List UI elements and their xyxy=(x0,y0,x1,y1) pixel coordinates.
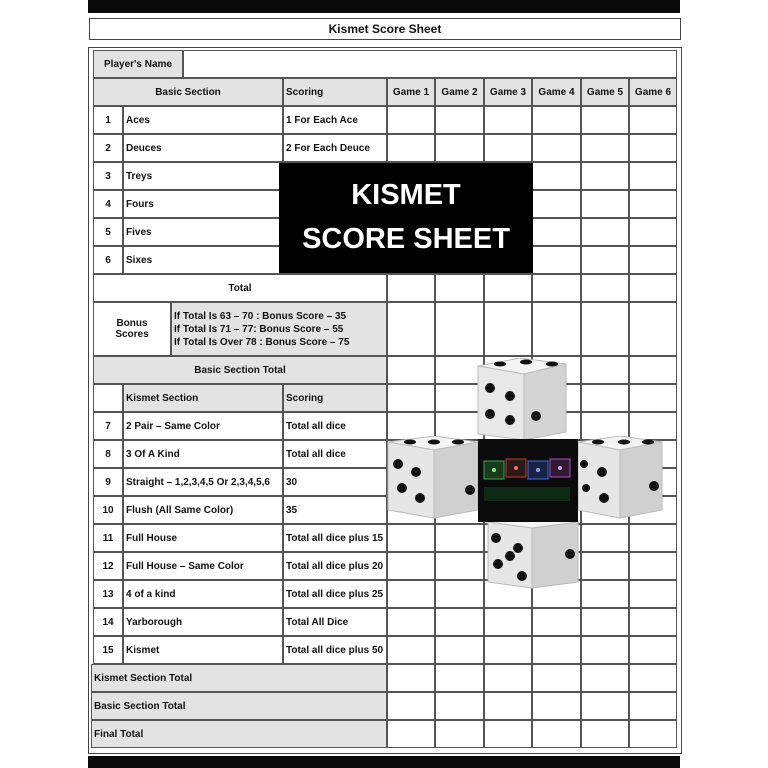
bonus-label-line: Scores xyxy=(115,329,149,340)
basic-section-total-row-game-6-cell[interactable] xyxy=(629,356,677,384)
kismet-row-12-game-5-cell[interactable] xyxy=(581,552,629,580)
basic-row-2-name: Deuces xyxy=(123,134,283,162)
basic-row-6-number: 6 xyxy=(93,246,123,274)
kismet-scoring-header: Scoring xyxy=(283,384,387,412)
footer-total-2-game-1-cell[interactable] xyxy=(387,692,435,720)
basic-row-6-game-5-cell[interactable] xyxy=(581,246,629,274)
basic-row-3-name: Treys xyxy=(123,162,283,190)
footer-total-2-game-5-cell[interactable] xyxy=(581,692,629,720)
bonus-label-line: Bonus xyxy=(116,318,148,329)
kismet-row-14-game-2-cell[interactable] xyxy=(435,608,484,636)
basic-row-2-game-1-cell[interactable] xyxy=(387,134,435,162)
kismet-row-11-number: 11 xyxy=(93,524,123,552)
kismet-row-14-game-5-cell[interactable] xyxy=(581,608,629,636)
basic-row-4-game-6-cell[interactable] xyxy=(629,190,677,218)
kismet-row-11-game-5-cell[interactable] xyxy=(581,524,629,552)
bonus-row-game-2-cell[interactable] xyxy=(435,302,484,356)
kismet-header-row-game-1-cell[interactable] xyxy=(387,384,435,412)
banner-line-2: SCORE SHEET xyxy=(302,223,510,255)
basic-row-5-game-5-cell[interactable] xyxy=(581,218,629,246)
footer-total-2-label: Basic Section Total xyxy=(91,692,387,720)
footer-total-1-game-5-cell[interactable] xyxy=(581,664,629,692)
basic-row-1-game-5-cell[interactable] xyxy=(581,106,629,134)
kismet-row-14-name: Yarborough xyxy=(123,608,283,636)
basic-row-1-scoring: 1 For Each Ace xyxy=(283,106,387,134)
total-row-game-3-cell[interactable] xyxy=(484,274,532,302)
kismet-row-8-scoring: Total all dice xyxy=(283,440,387,468)
total-row-game-4-cell[interactable] xyxy=(532,274,581,302)
basic-row-1-game-6-cell[interactable] xyxy=(629,106,677,134)
footer-total-1-game-6-cell[interactable] xyxy=(629,664,677,692)
kismet-row-13-number: 13 xyxy=(93,580,123,608)
player-name-label: Player's Name xyxy=(93,50,183,78)
total-row-game-1-cell[interactable] xyxy=(387,274,435,302)
total-row-game-6-cell[interactable] xyxy=(629,274,677,302)
bonus-row-game-4-cell[interactable] xyxy=(532,302,581,356)
dice-left-image xyxy=(384,436,480,520)
kismet-row-13-scoring: Total all dice plus 25 xyxy=(283,580,387,608)
footer-total-3-game-5-cell[interactable] xyxy=(581,720,629,748)
bonus-label xyxy=(93,302,171,356)
kismet-row-9-name: Straight – 1,2,3,4,5 Or 2,3,4,5,6 xyxy=(123,468,283,496)
kismet-row-12-name: Full House – Same Color xyxy=(123,552,283,580)
kismet-row-14-scoring: Total All Dice xyxy=(283,608,387,636)
total-row-game-2-cell[interactable] xyxy=(435,274,484,302)
kismet-row-15-game-6-cell[interactable] xyxy=(629,636,677,664)
basic-row-3-game-5-cell[interactable] xyxy=(581,162,629,190)
kismet-header-row-game-5-cell[interactable] xyxy=(581,384,629,412)
dice-bottom-image xyxy=(484,518,580,590)
footer-total-2-game-4-cell[interactable] xyxy=(532,692,581,720)
footer-total-1-game-3-cell[interactable] xyxy=(484,664,532,692)
kismet-row-13-game-2-cell[interactable] xyxy=(435,580,484,608)
basic-row-1-name: Aces xyxy=(123,106,283,134)
game-4-header: Game 4 xyxy=(532,78,581,106)
kismet-row-11-name: Full House xyxy=(123,524,283,552)
basic-row-4-number: 4 xyxy=(93,190,123,218)
kismet-row-15-name: Kismet xyxy=(123,636,283,664)
basic-row-4-name: Fours xyxy=(123,190,283,218)
basic-row-1-game-4-cell[interactable] xyxy=(532,106,581,134)
kismet-row-15-game-3-cell[interactable] xyxy=(484,636,532,664)
basic-row-6-game-4-cell[interactable] xyxy=(532,246,581,274)
dice-top-image xyxy=(470,358,570,442)
kismet-row-11-game-2-cell[interactable] xyxy=(435,524,484,552)
basic-row-2-number: 2 xyxy=(93,134,123,162)
basic-row-5-number: 5 xyxy=(93,218,123,246)
basic-row-5-game-4-cell[interactable] xyxy=(532,218,581,246)
dice-right-image xyxy=(576,436,664,520)
kismet-row-8-number: 8 xyxy=(93,440,123,468)
footer-total-1-game-4-cell[interactable] xyxy=(532,664,581,692)
game-3-header: Game 3 xyxy=(484,78,532,106)
kismet-row-7-number: 7 xyxy=(93,412,123,440)
basic-row-4-game-4-cell[interactable] xyxy=(532,190,581,218)
basic-row-6-name: Sixes xyxy=(123,246,283,274)
basic-row-2-game-2-cell[interactable] xyxy=(435,134,484,162)
sheet-title: Kismet Score Sheet xyxy=(89,18,681,40)
basic-section-total-label: Basic Section Total xyxy=(93,356,387,384)
kismet-section-header: Kismet Section xyxy=(123,384,283,412)
basic-row-1-game-2-cell[interactable] xyxy=(435,106,484,134)
footer-total-3-game-1-cell[interactable] xyxy=(387,720,435,748)
footer-total-2-game-6-cell[interactable] xyxy=(629,692,677,720)
kismet-row-13-game-6-cell[interactable] xyxy=(629,580,677,608)
player-name-field[interactable] xyxy=(183,50,677,78)
kismet-row-14-number: 14 xyxy=(93,608,123,636)
footer-total-1-game-2-cell[interactable] xyxy=(435,664,484,692)
footer-total-3-game-2-cell[interactable] xyxy=(435,720,484,748)
kismet-row-12-game-1-cell[interactable] xyxy=(387,552,435,580)
basic-row-5-name: Fives xyxy=(123,218,283,246)
game-1-header: Game 1 xyxy=(387,78,435,106)
kismet-row-13-game-1-cell[interactable] xyxy=(387,580,435,608)
footer-total-2-game-3-cell[interactable] xyxy=(484,692,532,720)
kismet-row-14-game-3-cell[interactable] xyxy=(484,608,532,636)
kismet-banner xyxy=(279,163,533,273)
kismet-row-14-game-6-cell[interactable] xyxy=(629,608,677,636)
bonus-row-game-5-cell[interactable] xyxy=(581,302,629,356)
kismet-row-15-game-4-cell[interactable] xyxy=(532,636,581,664)
basic-row-2-game-3-cell[interactable] xyxy=(484,134,532,162)
basic-row-1-game-3-cell[interactable] xyxy=(484,106,532,134)
basic-section-header: Basic Section xyxy=(93,78,283,106)
kismet-row-7-name: 2 Pair – Same Color xyxy=(123,412,283,440)
kismet-row-10-scoring: 35 xyxy=(283,496,387,524)
footer-total-1-label: Kismet Section Total xyxy=(91,664,387,692)
kismet-header-row-game-6-cell[interactable] xyxy=(629,384,677,412)
bonus-rule-2: If Total Is 71 – 77: Bonus Score – 55 xyxy=(174,323,344,335)
basic-row-2-scoring: 2 For Each Deuce xyxy=(283,134,387,162)
bonus-rules xyxy=(171,302,387,356)
kismet-row-14-game-4-cell[interactable] xyxy=(532,608,581,636)
game-2-header: Game 2 xyxy=(435,78,484,106)
basic-row-3-game-6-cell[interactable] xyxy=(629,162,677,190)
basic-row-3-game-4-cell[interactable] xyxy=(532,162,581,190)
kismet-row-13-name: 4 of a kind xyxy=(123,580,283,608)
top-bar xyxy=(88,0,680,13)
kismet-row-11-game-6-cell[interactable] xyxy=(629,524,677,552)
kismet-row-15-scoring: Total all dice plus 50 xyxy=(283,636,387,664)
kismet-row-13-game-5-cell[interactable] xyxy=(581,580,629,608)
basic-row-4-game-5-cell[interactable] xyxy=(581,190,629,218)
bonus-row-game-3-cell[interactable] xyxy=(484,302,532,356)
kismet-row-12-game-6-cell[interactable] xyxy=(629,552,677,580)
kismet-row-12-scoring: Total all dice plus 20 xyxy=(283,552,387,580)
footer-total-3-label: Final Total xyxy=(91,720,387,748)
kismet-row-9-scoring: 30 xyxy=(283,468,387,496)
footer-total-2-game-2-cell[interactable] xyxy=(435,692,484,720)
basic-row-5-game-6-cell[interactable] xyxy=(629,218,677,246)
basic-row-6-game-6-cell[interactable] xyxy=(629,246,677,274)
basic-row-1-game-1-cell[interactable] xyxy=(387,106,435,134)
basic-row-2-game-6-cell[interactable] xyxy=(629,134,677,162)
kismet-row-7-scoring: Total all dice xyxy=(283,412,387,440)
banner-line-1: KISMET xyxy=(351,179,461,211)
basic-row-3-number: 3 xyxy=(93,162,123,190)
bonus-row-game-1-cell[interactable] xyxy=(387,302,435,356)
kismet-row-15-number: 15 xyxy=(93,636,123,664)
basic-section-total-row-game-1-cell[interactable] xyxy=(387,356,435,384)
kismet-number-header xyxy=(93,384,123,412)
kismet-row-14-game-1-cell[interactable] xyxy=(387,608,435,636)
footer-total-3-game-3-cell[interactable] xyxy=(484,720,532,748)
kismet-row-10-number: 10 xyxy=(93,496,123,524)
kismet-row-15-game-2-cell[interactable] xyxy=(435,636,484,664)
kismet-row-12-number: 12 xyxy=(93,552,123,580)
bonus-row-game-6-cell[interactable] xyxy=(629,302,677,356)
footer-total-3-game-6-cell[interactable] xyxy=(629,720,677,748)
game-5-header: Game 5 xyxy=(581,78,629,106)
basic-section-total-row-game-5-cell[interactable] xyxy=(581,356,629,384)
basic-row-2-game-4-cell[interactable] xyxy=(532,134,581,162)
kismet-row-12-game-2-cell[interactable] xyxy=(435,552,484,580)
scoring-header: Scoring xyxy=(283,78,387,106)
bottom-bar xyxy=(88,756,680,768)
kismet-row-9-number: 9 xyxy=(93,468,123,496)
kismet-row-11-scoring: Total all dice plus 15 xyxy=(283,524,387,552)
total-row-game-5-cell[interactable] xyxy=(581,274,629,302)
footer-total-1-game-1-cell[interactable] xyxy=(387,664,435,692)
kismet-row-15-game-5-cell[interactable] xyxy=(581,636,629,664)
basic-row-1-number: 1 xyxy=(93,106,123,134)
total-label: Total xyxy=(93,274,387,302)
glowing-dice-photo xyxy=(478,439,578,522)
kismet-row-10-name: Flush (All Same Color) xyxy=(123,496,283,524)
footer-total-3-game-4-cell[interactable] xyxy=(532,720,581,748)
bonus-rule-1: If Total Is 63 – 70 : Bonus Score – 35 xyxy=(174,310,347,322)
kismet-row-8-name: 3 Of A Kind xyxy=(123,440,283,468)
bonus-rule-3: If Total Is Over 78 : Bonus Score – 75 xyxy=(174,336,350,348)
kismet-row-15-game-1-cell[interactable] xyxy=(387,636,435,664)
game-6-header: Game 6 xyxy=(629,78,677,106)
basic-row-2-game-5-cell[interactable] xyxy=(581,134,629,162)
kismet-row-11-game-1-cell[interactable] xyxy=(387,524,435,552)
